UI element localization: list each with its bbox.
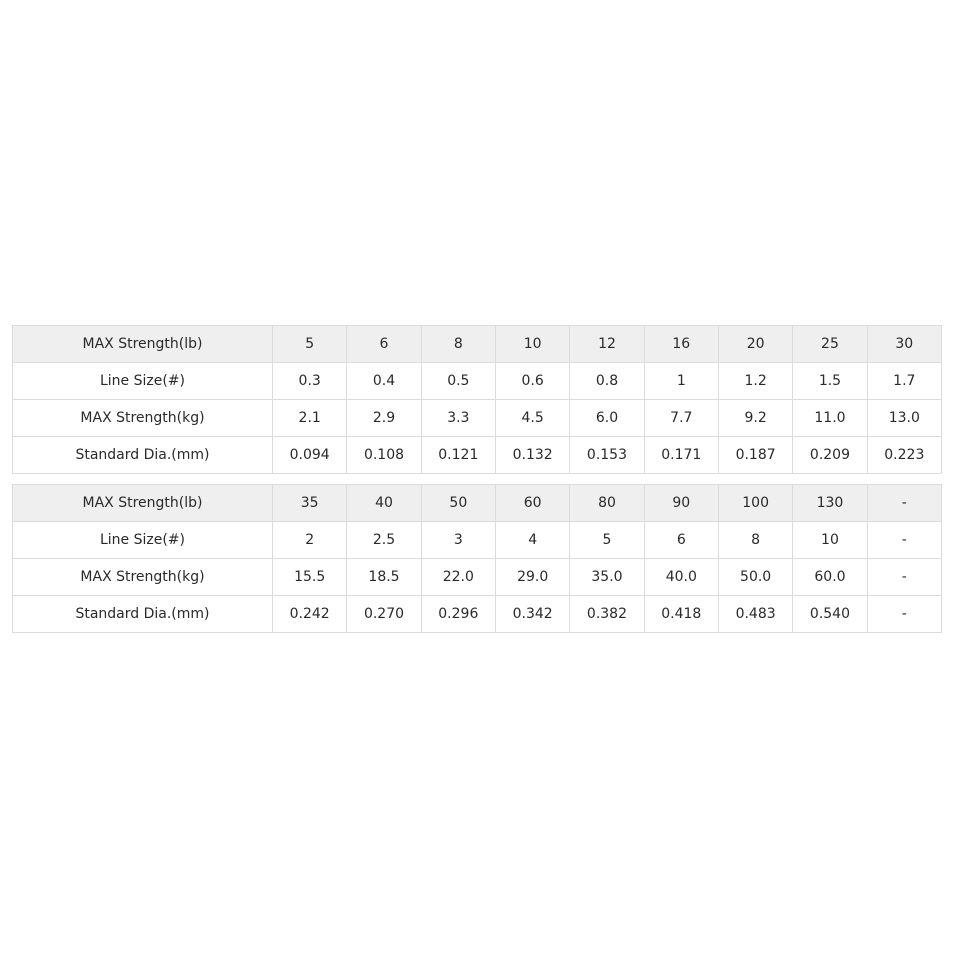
table-cell: 0.108	[347, 437, 421, 474]
table-cell: 10	[793, 522, 867, 559]
table-cell: 0.5	[421, 363, 495, 400]
table-cell: 13.0	[867, 400, 941, 437]
table-cell: -	[867, 596, 941, 633]
table-cell: 5	[570, 522, 644, 559]
table-row	[13, 522, 942, 559]
table-cell: 3	[421, 522, 495, 559]
table-cell: 30	[867, 326, 941, 363]
table-cell: 0.342	[495, 596, 569, 633]
table-row	[13, 326, 942, 363]
table-row	[13, 400, 942, 437]
table-row	[13, 485, 942, 522]
table-cell: 60	[495, 485, 569, 522]
table-cell: 0.8	[570, 363, 644, 400]
table-cell: 35.0	[570, 559, 644, 596]
table-cell: -	[867, 559, 941, 596]
table-row	[13, 596, 942, 633]
table-cell: 0.242	[273, 596, 347, 633]
row-label: MAX Strength(lb)	[13, 326, 273, 363]
table-cell: 0.270	[347, 596, 421, 633]
table-cell: -	[867, 522, 941, 559]
table-row	[13, 437, 942, 474]
table-cell: 2.9	[347, 400, 421, 437]
table-cell: 0.209	[793, 437, 867, 474]
table-cell: 11.0	[793, 400, 867, 437]
table-cell: 2	[273, 522, 347, 559]
table-cell: 0.121	[421, 437, 495, 474]
spec-table-1	[12, 325, 942, 474]
table-cell: 0.483	[718, 596, 792, 633]
row-label: Standard Dia.(mm)	[13, 437, 273, 474]
table-cell: 6	[347, 326, 421, 363]
table-cell: 9.2	[718, 400, 792, 437]
table-cell: 40	[347, 485, 421, 522]
table-cell: 16	[644, 326, 718, 363]
table-cell: 0.223	[867, 437, 941, 474]
table-cell: 4	[495, 522, 569, 559]
table-cell: 29.0	[495, 559, 569, 596]
table-cell: 40.0	[644, 559, 718, 596]
table-cell: 12	[570, 326, 644, 363]
table-row	[13, 363, 942, 400]
table-row	[13, 559, 942, 596]
table-cell: 1.5	[793, 363, 867, 400]
table-cell: 18.5	[347, 559, 421, 596]
table-cell: 2.1	[273, 400, 347, 437]
table-cell: 1	[644, 363, 718, 400]
table-cell: 6.0	[570, 400, 644, 437]
table-cell: 1.2	[718, 363, 792, 400]
table-cell: 22.0	[421, 559, 495, 596]
row-label: Line Size(#)	[13, 522, 273, 559]
table-cell: 0.153	[570, 437, 644, 474]
row-label: Standard Dia.(mm)	[13, 596, 273, 633]
table-cell: 0.296	[421, 596, 495, 633]
row-label: Line Size(#)	[13, 363, 273, 400]
table-cell: 0.3	[273, 363, 347, 400]
table-cell: 3.3	[421, 400, 495, 437]
table-cell: 0.382	[570, 596, 644, 633]
table-cell: 15.5	[273, 559, 347, 596]
table-cell: 2.5	[347, 522, 421, 559]
table-cell: -	[867, 485, 941, 522]
table-cell: 4.5	[495, 400, 569, 437]
table-cell: 0.094	[273, 437, 347, 474]
row-label: MAX Strength(lb)	[13, 485, 273, 522]
table-cell: 1.7	[867, 363, 941, 400]
table-cell: 50	[421, 485, 495, 522]
table-cell: 0.187	[718, 437, 792, 474]
spec-table-2	[12, 484, 942, 633]
table-cell: 5	[273, 326, 347, 363]
table-cell: 8	[421, 326, 495, 363]
table-cell: 0.540	[793, 596, 867, 633]
table-cell: 100	[718, 485, 792, 522]
table-cell: 60.0	[793, 559, 867, 596]
table-cell: 0.171	[644, 437, 718, 474]
table-cell: 80	[570, 485, 644, 522]
table-cell: 130	[793, 485, 867, 522]
table-cell: 0.418	[644, 596, 718, 633]
table-cell: 25	[793, 326, 867, 363]
table-cell: 6	[644, 522, 718, 559]
table-cell: 35	[273, 485, 347, 522]
table-cell: 90	[644, 485, 718, 522]
table-cell: 0.4	[347, 363, 421, 400]
table-cell: 7.7	[644, 400, 718, 437]
table-cell: 50.0	[718, 559, 792, 596]
table-cell: 0.6	[495, 363, 569, 400]
table-cell: 8	[718, 522, 792, 559]
row-label: MAX Strength(kg)	[13, 559, 273, 596]
table-cell: 0.132	[495, 437, 569, 474]
table-cell: 20	[718, 326, 792, 363]
row-label: MAX Strength(kg)	[13, 400, 273, 437]
table-cell: 10	[495, 326, 569, 363]
